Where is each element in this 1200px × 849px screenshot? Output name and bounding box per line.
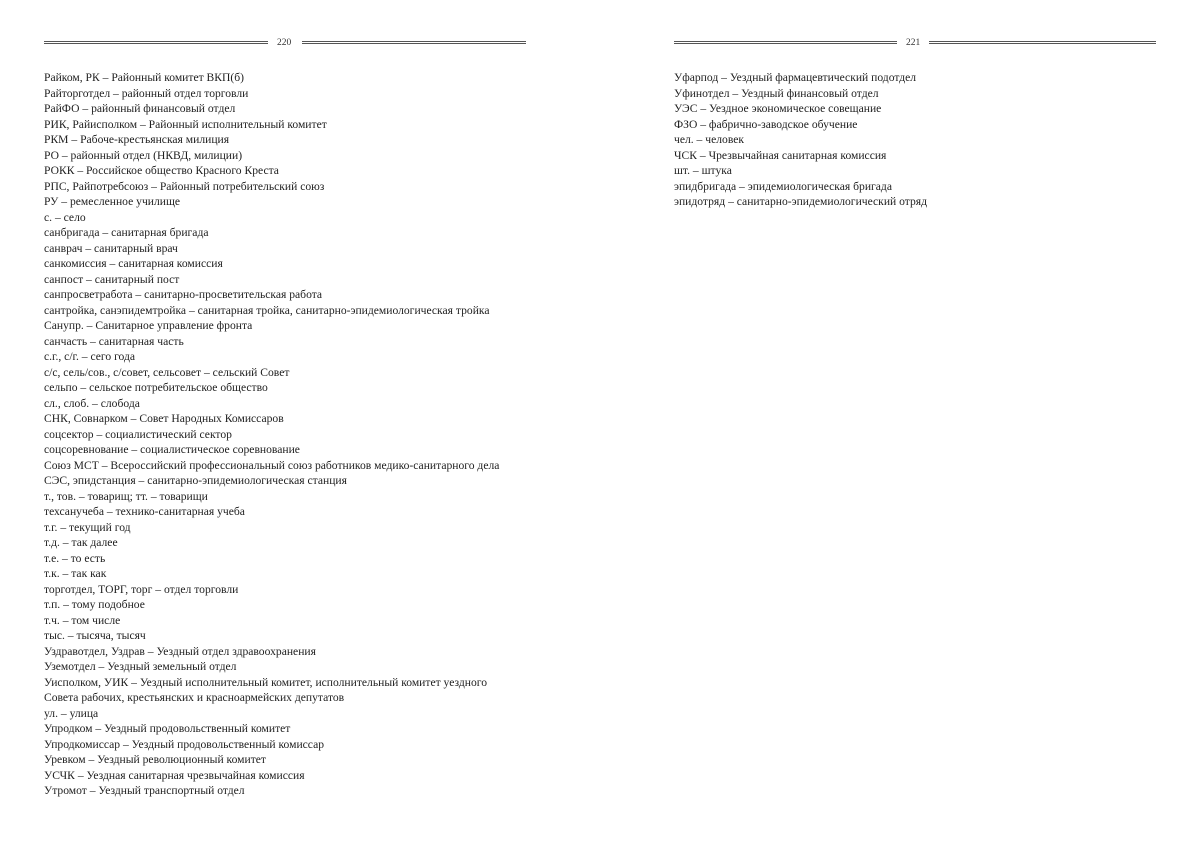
abbreviation-entry: санкомиссия – санитарная комиссия bbox=[44, 257, 223, 270]
header-rule-right bbox=[929, 41, 1156, 44]
abbreviation-entry: с. – село bbox=[44, 210, 86, 224]
abbreviation-entry: т.д. – так далее bbox=[44, 536, 118, 549]
abbreviation-entry: т.п. – тому подобное bbox=[44, 598, 145, 611]
abbreviation-entry: РИК, Райисполком – Районный исполнительный комитет bbox=[44, 117, 327, 131]
abbreviation-entry: РПС, Райпотребсоюз – Районный потребительский союз bbox=[44, 179, 325, 193]
abbreviation-entry: санпросветработа – санитарно-просветительская работа bbox=[44, 288, 323, 301]
left-page bbox=[44, 0, 534, 849]
abbreviation-entry: Уздравотдел, Уздрав – Уездный отдел здравоохранения bbox=[44, 644, 316, 658]
abbreviation-entry: т.к. – так как bbox=[44, 567, 107, 580]
abbreviation-entry: т.ч. – том числе bbox=[44, 613, 121, 627]
abbreviation-entry: РУ – ремесленное училище bbox=[44, 195, 181, 208]
abbreviation-entry: РО – районный отдел (НКВД, милиции) bbox=[44, 148, 243, 162]
abbreviation-list bbox=[674, 70, 927, 210]
abbreviation-entry: чел. – человек bbox=[674, 133, 744, 146]
abbreviation-entry: Упродком – Уездный продовольственный комитет bbox=[44, 722, 291, 735]
header-rule-right bbox=[302, 41, 526, 44]
abbreviation-entry: Упродкомиссар – Уездный продовольственный комиссар bbox=[44, 737, 325, 751]
abbreviation-entry: РКМ – Рабоче-крестьянская милиция bbox=[44, 133, 230, 146]
page-number: 221 bbox=[906, 38, 921, 48]
abbreviation-entry: Райком, РК – Районный комитет ВКП(б) bbox=[44, 71, 245, 84]
page-header bbox=[674, 36, 1156, 50]
page-header bbox=[44, 36, 526, 50]
abbreviation-entry: с/с, сель/сов., с/совет, сельсовет – сельский Совет bbox=[44, 365, 290, 379]
header-rule-left bbox=[44, 41, 268, 44]
abbreviation-entry: Союз МСТ – Всероссийский профессиональный союз работников медико-санитарного дела bbox=[44, 458, 500, 472]
right-page bbox=[674, 0, 1164, 849]
abbreviation-entry: Уревком – Уездный революционный комитет bbox=[44, 753, 266, 766]
abbreviation-entry: соцсектор – социалистический сектор bbox=[44, 427, 232, 441]
page-number: 220 bbox=[277, 38, 292, 48]
abbreviation-entry: т., тов. – товарищ; тт. – товарищи bbox=[44, 489, 208, 503]
abbreviation-entry: сельпо – сельское потребительское общество bbox=[44, 381, 268, 394]
abbreviation-entry: Уисполком, УИК – Уездный исполнительный комитет, исполнительный комитет уездного bbox=[44, 675, 488, 689]
abbreviation-entry: УЭС – Уездное экономическое совещание bbox=[674, 102, 882, 115]
abbreviation-entry: РОКК – Российское общество Красного Креста bbox=[44, 164, 279, 177]
abbreviation-entry: УСЧК – Уездная санитарная чрезвычайная комиссия bbox=[44, 768, 305, 782]
abbreviation-entry: эпидотряд – санитарно-эпидемиологический отряд bbox=[674, 195, 928, 208]
abbreviation-entry: эпидбригада – эпидемиологическая бригада bbox=[674, 179, 892, 193]
abbreviation-entry: Уземотдел – Уездный земельный отдел bbox=[44, 660, 237, 673]
abbreviation-entry: техсанучеба – технико-санитарная учеба bbox=[44, 505, 245, 518]
abbreviation-entry: Райторготдел – районный отдел торговли bbox=[44, 86, 249, 100]
abbreviation-list bbox=[44, 70, 499, 799]
abbreviation-entry: торготдел, ТОРГ, торг – отдел торговли bbox=[44, 582, 239, 596]
abbreviation-entry: Утромот – Уездный транспортный отдел bbox=[44, 784, 245, 797]
abbreviation-entry: СЭС, эпидстанция – санитарно-эпидемиологическая станция bbox=[44, 474, 347, 487]
abbreviation-entry: санчасть – санитарная часть bbox=[44, 334, 184, 348]
abbreviation-entry: ФЗО – фабрично-заводское обучение bbox=[674, 117, 858, 131]
header-rule-left bbox=[674, 41, 897, 44]
abbreviation-entry: Уфарпод – Уездный фармацевтический подотдел bbox=[674, 71, 917, 84]
abbreviation-entry: тыс. – тысяча, тысяч bbox=[44, 629, 146, 642]
abbreviation-entry: ЧСК – Чрезвычайная санитарная комиссия bbox=[674, 148, 887, 162]
abbreviation-entry: санбригада – санитарная бригада bbox=[44, 226, 209, 239]
abbreviation-entry: ул. – улица bbox=[44, 706, 99, 720]
abbreviation-entry: СНК, Совнарком – Совет Народных Комиссаров bbox=[44, 412, 284, 425]
abbreviation-entry: РайФО – районный финансовый отдел bbox=[44, 102, 236, 115]
abbreviation-entry: санврач – санитарный врач bbox=[44, 241, 178, 255]
abbreviation-entry: Совета рабочих, крестьянских и красноармейских депутатов bbox=[44, 691, 345, 704]
abbreviation-entry: шт. – штука bbox=[674, 164, 732, 177]
abbreviation-entry: т.г. – текущий год bbox=[44, 520, 131, 534]
abbreviation-entry: санпост – санитарный пост bbox=[44, 272, 180, 286]
abbreviation-entry: Санупр. – Санитарное управление фронта bbox=[44, 319, 253, 332]
abbreviation-entry: сл., слоб. – слобода bbox=[44, 396, 140, 410]
abbreviation-entry: т.е. – то есть bbox=[44, 551, 106, 565]
abbreviation-entry: с.г., с/г. – сего года bbox=[44, 350, 136, 363]
abbreviation-entry: сантройка, санэпидемтройка – санитарная тройка, санитарно-эпидемиологическая тройка bbox=[44, 303, 490, 317]
abbreviation-entry: соцсоревнование – социалистическое соревнование bbox=[44, 443, 300, 456]
abbreviation-entry: Уфинотдел – Уездный финансовый отдел bbox=[674, 86, 879, 100]
